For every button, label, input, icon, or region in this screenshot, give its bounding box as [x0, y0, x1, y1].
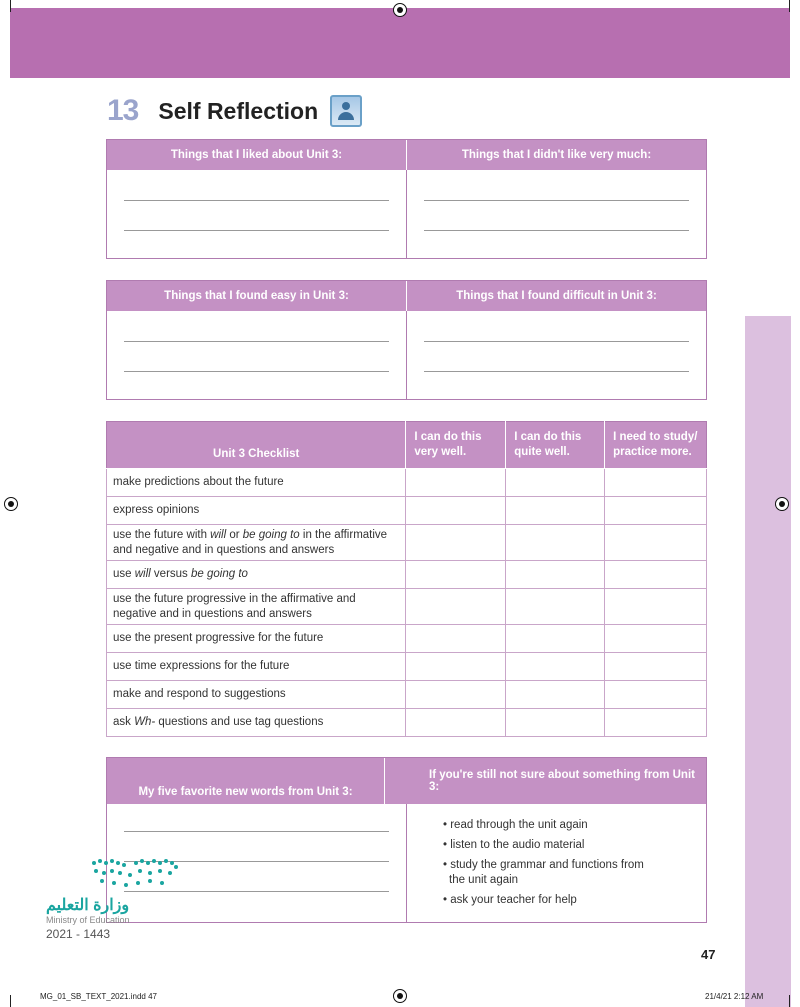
footer-date: 21/4/21 2:12 AM: [705, 992, 764, 1001]
ministry-name-english: Ministry of Education: [46, 915, 130, 925]
study-more-cell[interactable]: [605, 709, 707, 737]
checklist-item: make and respond to suggestions: [107, 681, 406, 709]
tips-list: [443, 818, 649, 913]
very-well-cell[interactable]: [406, 625, 506, 653]
writing-line: [124, 891, 389, 892]
top-banner: [10, 8, 790, 78]
checklist-title: Unit 3 Checklist: [107, 422, 406, 469]
writing-line: [424, 230, 689, 231]
registration-mark-right: [775, 497, 789, 511]
crop-mark: [789, 995, 790, 1007]
easy-header: Things that I found easy in Unit 3:: [164, 290, 349, 302]
tip-item: • read through the unit again: [443, 819, 588, 831]
page-number: 47: [701, 947, 716, 962]
very-well-cell[interactable]: [406, 469, 506, 497]
writing-line: [124, 371, 389, 372]
tip-item: • study the grammar and functions from the unit again: [443, 859, 644, 886]
study-more-cell[interactable]: [605, 681, 707, 709]
very-well-cell[interactable]: [406, 561, 506, 589]
checklist-item: ask Wh- questions and use tag questions: [107, 709, 406, 737]
table-row: [107, 653, 707, 681]
self-reflection-icon: [330, 95, 362, 127]
difficult-header: Things that I found difficult in Unit 3:: [406, 281, 706, 311]
quite-well-cell[interactable]: [506, 625, 605, 653]
quite-well-cell[interactable]: [506, 589, 605, 625]
box-header: [107, 758, 706, 804]
unit-checklist-table: [106, 421, 707, 737]
tip-item: • ask your teacher for help: [443, 894, 577, 906]
checklist-item: use the future with will or be going to in the affirmative and negative and in questions and answers: [107, 525, 406, 561]
study-more-cell[interactable]: [605, 625, 707, 653]
favorite-words-header: My five favorite new words from Unit 3:: [138, 786, 353, 798]
registration-mark-left: [4, 497, 18, 511]
very-well-cell[interactable]: [406, 681, 506, 709]
crop-mark: [10, 0, 11, 12]
tip-item: • listen to the audio material: [443, 839, 585, 851]
study-more-cell[interactable]: [605, 561, 707, 589]
edition-year: 2021 - 1443: [46, 927, 111, 941]
box-header: [107, 281, 706, 311]
title-row: [107, 90, 362, 132]
registration-mark-bottom: [393, 989, 407, 1003]
crop-mark: [10, 995, 11, 1007]
liked-header: Things that I liked about Unit 3:: [170, 149, 343, 161]
study-more-header: I need to study/ practice more.: [605, 422, 707, 469]
writing-line: [124, 831, 389, 832]
study-more-cell[interactable]: [605, 497, 707, 525]
writing-line: [424, 371, 689, 372]
study-more-cell[interactable]: [605, 653, 707, 681]
quite-well-cell[interactable]: [506, 497, 605, 525]
writing-line: [424, 341, 689, 342]
disliked-writing-area[interactable]: [406, 170, 706, 258]
checklist-item: use time expressions for the future: [107, 653, 406, 681]
quite-well-header: I can do this quite well.: [506, 422, 605, 469]
checklist-item: express opinions: [107, 497, 406, 525]
quite-well-cell[interactable]: [506, 709, 605, 737]
box-header: [107, 140, 706, 170]
checklist-item: make predictions about the future: [107, 469, 406, 497]
checklist-item: use the future progressive in the affirmative and negative and in questions and answers: [107, 589, 406, 625]
quite-well-cell[interactable]: [506, 469, 605, 497]
checklist-item: use the present progressive for the future: [107, 625, 406, 653]
easy-writing-area[interactable]: [107, 311, 406, 399]
table-row: [107, 561, 707, 589]
very-well-header: I can do this very well.: [406, 422, 506, 469]
very-well-cell[interactable]: [406, 525, 506, 561]
quite-well-cell[interactable]: [506, 561, 605, 589]
table-row: [107, 589, 707, 625]
page-title: Self Reflection: [158, 97, 319, 124]
side-tab: [745, 316, 791, 1007]
study-more-cell[interactable]: [605, 469, 707, 497]
writing-line: [124, 200, 389, 201]
registration-mark-top: [393, 3, 407, 17]
very-well-cell[interactable]: [406, 709, 506, 737]
very-well-cell[interactable]: [406, 589, 506, 625]
liked-writing-area[interactable]: [107, 170, 406, 258]
table-row: [107, 681, 707, 709]
table-row: [107, 709, 707, 737]
ministry-name-arabic: وزارة التعليم: [46, 897, 130, 914]
table-row: [107, 497, 707, 525]
writing-line: [424, 200, 689, 201]
ministry-logo-dots-icon: [90, 857, 180, 889]
difficult-writing-area[interactable]: [406, 311, 706, 399]
footer-file: MG_01_SB_TEXT_2021.indd 47: [40, 992, 157, 1001]
writing-line: [124, 230, 389, 231]
quite-well-cell[interactable]: [506, 525, 605, 561]
writing-line: [124, 341, 389, 342]
study-more-cell[interactable]: [605, 525, 707, 561]
table-row: [107, 625, 707, 653]
not-sure-header: If you're still not sure about something from Unit 3:: [384, 758, 706, 804]
very-well-cell[interactable]: [406, 497, 506, 525]
quite-well-cell[interactable]: [506, 681, 605, 709]
table-row: [107, 525, 707, 561]
lesson-number: 13: [107, 94, 139, 127]
table-row: [107, 469, 707, 497]
crop-mark: [789, 0, 790, 12]
easy-difficult-box: [106, 280, 707, 400]
liked-disliked-box: [106, 139, 707, 259]
study-more-cell[interactable]: [605, 589, 707, 625]
checklist-header-row: [107, 422, 707, 469]
checklist-item: use will versus be going to: [107, 561, 406, 589]
very-well-cell[interactable]: [406, 653, 506, 681]
quite-well-cell[interactable]: [506, 653, 605, 681]
disliked-header: Things that I didn't like very much:: [406, 140, 706, 170]
